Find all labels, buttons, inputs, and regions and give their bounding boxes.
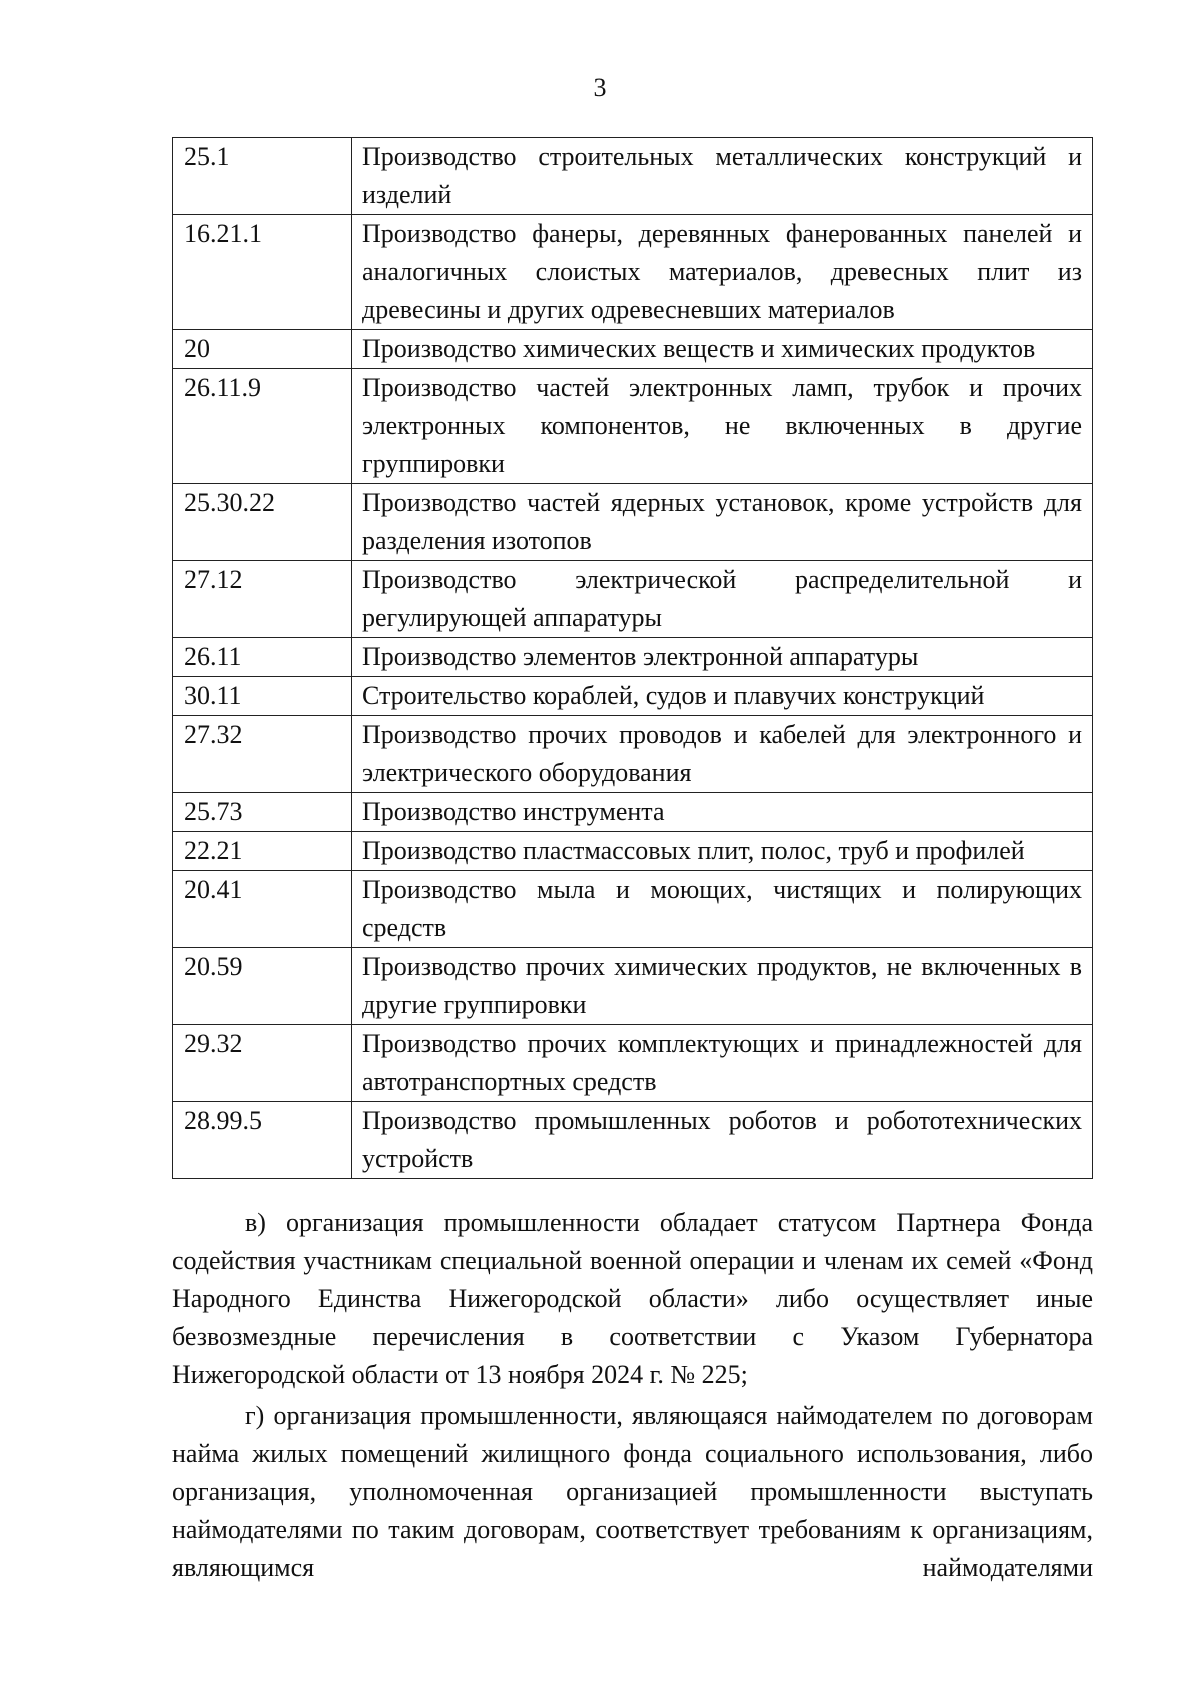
activity-description-cell: Производство электрической распределительной и регулирующей аппаратуры [352, 561, 1093, 638]
table-row [173, 716, 1093, 793]
activity-code-cell: 22.21 [173, 832, 352, 871]
table-row [173, 638, 1093, 677]
table-row [173, 1025, 1093, 1102]
activity-code-cell: 20 [173, 330, 352, 369]
activity-description-cell: Производство элементов электронной аппаратуры [352, 638, 1093, 677]
activity-code-cell: 16.21.1 [173, 215, 352, 330]
activity-description-cell: Производство частей электронных ламп, трубок и прочих электронных компонентов, не включенных в другие группировки [352, 369, 1093, 484]
table-row [173, 677, 1093, 716]
activity-description-cell: Производство химических веществ и химических продуктов [352, 330, 1093, 369]
activity-code-cell: 25.30.22 [173, 484, 352, 561]
activity-description-cell: Производство прочих проводов и кабелей для электронного и электрического оборудования [352, 716, 1093, 793]
table-row [173, 215, 1093, 330]
table-row [173, 948, 1093, 1025]
paragraph-g: г) организация промышленности, являющаяся наймодателем по договорам найма жилых помещений жилищного фонда социального использования, либо организация, уполномоченная организацией промышленности выступать наймодателями по таким договорам, соответствует требованиям к организациям, являющимся наймодателями [172, 1401, 1093, 1582]
activity-description-cell: Производство фанеры, деревянных фанерованных панелей и аналогичных слоистых материалов, древесных плит из древесины и других одревесневших материалов [352, 215, 1093, 330]
activity-description-cell: Производство прочих комплектующих и принадлежностей для автотранспортных средств [352, 1025, 1093, 1102]
table-row [173, 1102, 1093, 1179]
activity-description-cell: Производство прочих химических продуктов, не включенных в другие группировки [352, 948, 1093, 1025]
activity-code-cell: 26.11.9 [173, 369, 352, 484]
activity-code-cell: 25.73 [173, 793, 352, 832]
activity-description-cell: Производство мыла и моющих, чистящих и полирующих средств [352, 871, 1093, 948]
table-row [173, 369, 1093, 484]
page-number: 3 [593, 73, 607, 102]
activity-code-cell: 30.11 [173, 677, 352, 716]
activity-description-cell: Производство инструмента [352, 793, 1093, 832]
activity-code-cell: 25.1 [173, 138, 352, 215]
activity-description-cell: Производство промышленных роботов и робототехнических устройств [352, 1102, 1093, 1179]
table-row [173, 561, 1093, 638]
activity-code-cell: 28.99.5 [173, 1102, 352, 1179]
activity-description-cell: Строительство кораблей, судов и плавучих конструкций [352, 677, 1093, 716]
activity-code-cell: 26.11 [173, 638, 352, 677]
table-row [173, 484, 1093, 561]
okved-codes-table [172, 137, 1093, 1179]
table-row [173, 832, 1093, 871]
activity-code-cell: 29.32 [173, 1025, 352, 1102]
activity-code-cell: 27.12 [173, 561, 352, 638]
table-row [173, 138, 1093, 215]
paragraph-v: в) организация промышленности обладает статусом Партнера Фонда содействия участникам специальной военной операции и членам их семей «Фонд Народного Единства Нижегородской области» либо осуществляет иные безвозмездные перечисления в соответствии с Указом Губернатора Нижегородской области от 13 ноября 2024 г. № 225; [172, 1208, 1093, 1389]
activity-code-cell: 20.41 [173, 871, 352, 948]
table-row [173, 793, 1093, 832]
activity-code-cell: 20.59 [173, 948, 352, 1025]
activity-description-cell: Производство строительных металлических конструкций и изделий [352, 138, 1093, 215]
body-text [172, 1204, 1093, 1590]
activity-description-cell: Производство частей ядерных установок, кроме устройств для разделения изотопов [352, 484, 1093, 561]
activity-code-cell: 27.32 [173, 716, 352, 793]
activity-description-cell: Производство пластмассовых плит, полос, труб и профилей [352, 832, 1093, 871]
table-row [173, 871, 1093, 948]
table-row [173, 330, 1093, 369]
